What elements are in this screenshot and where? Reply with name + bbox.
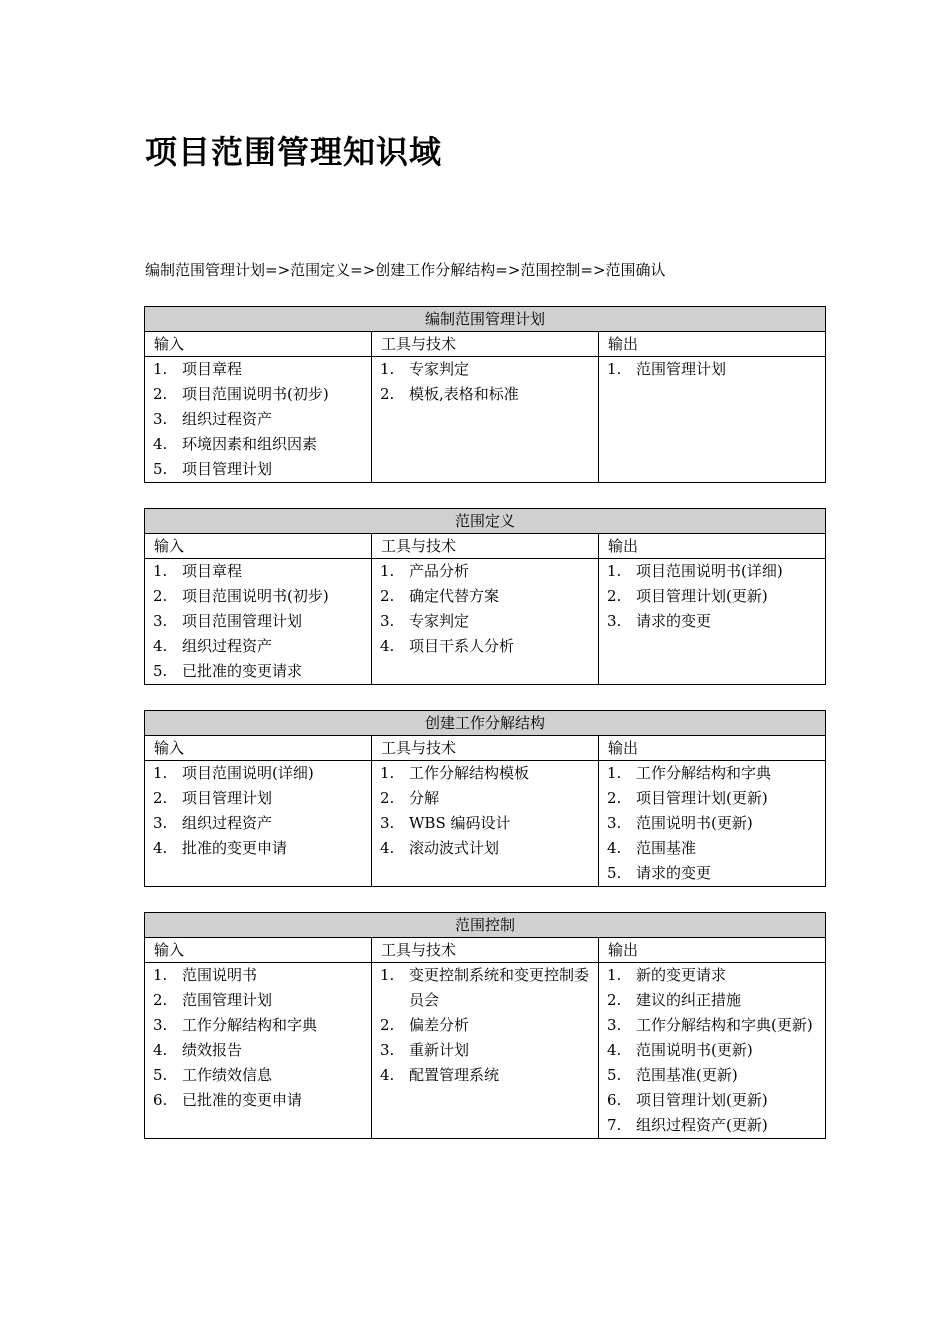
list-item xyxy=(607,609,821,634)
list-item-number: 1. xyxy=(607,764,622,782)
tools-list xyxy=(380,761,594,861)
list-item-text: 范围管理计划 xyxy=(182,991,273,1009)
outputs-list xyxy=(607,761,821,886)
list-item-text: 产品分析 xyxy=(409,562,470,580)
list-item-text: 项目范围管理计划 xyxy=(182,612,303,630)
list-item xyxy=(607,988,821,1013)
list-item xyxy=(607,1063,821,1088)
column-header-outputs: 输出 xyxy=(599,736,826,761)
list-item-text: 范围基准 xyxy=(636,839,697,857)
list-item xyxy=(380,559,594,584)
list-item-number: 3. xyxy=(153,1016,168,1034)
list-item xyxy=(153,811,367,836)
list-item-number: 5. xyxy=(153,1066,168,1084)
page-title: 项目范围管理知识域 xyxy=(145,133,443,171)
list-item-number: 1. xyxy=(607,360,622,378)
list-item-number: 2. xyxy=(380,1016,395,1034)
list-item-number: 5. xyxy=(153,460,168,478)
list-item xyxy=(153,584,367,609)
column-header-tools: 工具与技术 xyxy=(372,736,599,761)
list-item xyxy=(607,861,821,886)
list-item xyxy=(607,836,821,861)
list-item-number: 6. xyxy=(607,1091,622,1109)
list-item xyxy=(153,1063,367,1088)
list-item xyxy=(607,1113,821,1138)
list-item xyxy=(153,559,367,584)
list-item-text: 项目管理计划(更新) xyxy=(636,1091,768,1109)
list-item-text: 工作绩效信息 xyxy=(182,1066,273,1084)
list-item-text: 建议的纠正措施 xyxy=(636,991,742,1009)
list-item-text: 环境因素和组织因素 xyxy=(182,435,318,453)
list-item-text: 新的变更请求 xyxy=(636,966,727,984)
list-item-number: 2. xyxy=(607,789,622,807)
list-item-number: 6. xyxy=(153,1091,168,1109)
list-item-text: 滚动波式计划 xyxy=(409,839,500,857)
list-item xyxy=(153,786,367,811)
list-item xyxy=(607,1088,821,1113)
list-item-text: 重新计划 xyxy=(409,1041,470,1059)
list-item xyxy=(607,1038,821,1063)
list-item-number: 5. xyxy=(153,662,168,680)
column-header-tools: 工具与技术 xyxy=(372,938,599,963)
process-title: 范围定义 xyxy=(145,509,826,534)
process-table xyxy=(144,306,826,483)
list-item-text: 工作分解结构模板 xyxy=(409,764,530,782)
list-item-number: 4. xyxy=(380,1066,395,1084)
list-item xyxy=(153,963,367,988)
list-item-number: 3. xyxy=(153,410,168,428)
list-item-number: 1. xyxy=(607,562,622,580)
process-title: 编制范围管理计划 xyxy=(145,307,826,332)
list-item-text: 绩效报告 xyxy=(182,1041,243,1059)
list-item-number: 4. xyxy=(380,839,395,857)
list-item xyxy=(153,407,367,432)
process-table xyxy=(144,710,826,887)
list-item-text: 批准的变更申请 xyxy=(182,839,288,857)
list-item xyxy=(153,761,367,786)
list-item-text: 确定代替方案 xyxy=(409,587,500,605)
list-item-number: 2. xyxy=(380,587,395,605)
list-item xyxy=(153,432,367,457)
list-item-number: 7. xyxy=(607,1116,622,1134)
outputs-cell xyxy=(599,761,826,887)
inputs-cell xyxy=(145,357,372,483)
list-item-text: 模板,表格和标准 xyxy=(409,385,519,403)
inputs-cell xyxy=(145,963,372,1139)
list-item-number: 4. xyxy=(153,1041,168,1059)
list-item xyxy=(153,457,367,482)
inputs-cell xyxy=(145,761,372,887)
list-item-number: 2. xyxy=(607,587,622,605)
column-header-tools: 工具与技术 xyxy=(372,332,599,357)
list-item-text: 专家判定 xyxy=(409,360,470,378)
inputs-list xyxy=(153,761,367,861)
list-item-text: 已批准的变更请求 xyxy=(182,662,303,680)
list-item xyxy=(153,1038,367,1063)
tools-list xyxy=(380,357,594,407)
list-item xyxy=(153,988,367,1013)
list-item-text: 项目范围说明书(详细) xyxy=(636,562,783,580)
list-item xyxy=(153,357,367,382)
inputs-cell xyxy=(145,559,372,685)
column-header-tools: 工具与技术 xyxy=(372,534,599,559)
list-item-number: 4. xyxy=(153,435,168,453)
list-item-number: 1. xyxy=(380,360,395,378)
list-item xyxy=(607,811,821,836)
tools-cell xyxy=(372,963,599,1139)
tools-list xyxy=(380,559,594,659)
process-title: 创建工作分解结构 xyxy=(145,711,826,736)
list-item-number: 2. xyxy=(153,385,168,403)
list-item-text: 项目范围说明书(初步) xyxy=(182,587,329,605)
column-header-inputs: 输入 xyxy=(145,736,372,761)
list-item-number: 4. xyxy=(153,637,168,655)
list-item-text: 项目管理计划 xyxy=(182,460,273,478)
list-item-number: 3. xyxy=(380,814,395,832)
list-item-number: 1. xyxy=(153,562,168,580)
list-item xyxy=(153,609,367,634)
list-item-text: 请求的变更 xyxy=(636,612,712,630)
list-item-number: 2. xyxy=(380,789,395,807)
process-table xyxy=(144,912,826,1139)
list-item-number: 1. xyxy=(607,966,622,984)
list-item-text: 配置管理系统 xyxy=(409,1066,500,1084)
list-item-text: 偏差分析 xyxy=(409,1016,470,1034)
list-item-text: 项目管理计划(更新) xyxy=(636,789,768,807)
list-item-number: 3. xyxy=(607,1016,622,1034)
list-item-number: 2. xyxy=(153,587,168,605)
list-item-number: 5. xyxy=(607,1066,622,1084)
list-item xyxy=(607,357,821,382)
list-item-text: 项目范围说明(详细) xyxy=(182,764,314,782)
list-item-text: 工作分解结构和字典(更新) xyxy=(636,1016,813,1034)
column-header-outputs: 输出 xyxy=(599,332,826,357)
list-item xyxy=(380,761,594,786)
list-item xyxy=(153,634,367,659)
list-item-text: 范围说明书(更新) xyxy=(636,814,753,832)
list-item-number: 4. xyxy=(607,1041,622,1059)
list-item-text: 范围管理计划 xyxy=(636,360,727,378)
list-item-text: 项目管理计划(更新) xyxy=(636,587,768,605)
process-title: 范围控制 xyxy=(145,913,826,938)
outputs-cell xyxy=(599,559,826,685)
list-item xyxy=(380,382,594,407)
list-item xyxy=(380,357,594,382)
list-item-text: 项目章程 xyxy=(182,562,243,580)
list-item-text: 专家判定 xyxy=(409,612,470,630)
list-item xyxy=(380,963,594,1013)
list-item-text: 范围说明书 xyxy=(182,966,258,984)
process-table xyxy=(144,508,826,685)
list-item xyxy=(380,609,594,634)
list-item-number: 2. xyxy=(607,991,622,1009)
outputs-cell xyxy=(599,963,826,1139)
list-item-text: 工作分解结构和字典 xyxy=(182,1016,318,1034)
list-item xyxy=(153,659,367,684)
inputs-list xyxy=(153,357,367,482)
list-item-number: 1. xyxy=(153,966,168,984)
list-item-number: 3. xyxy=(380,1041,395,1059)
list-item-text: 组织过程资产 xyxy=(182,410,273,428)
process-flow: 编制范围管理计划=>范围定义=>创建工作分解结构=>范围控制=>范围确认 xyxy=(145,261,666,279)
process-tables xyxy=(144,306,825,1164)
inputs-list xyxy=(153,963,367,1113)
list-item-text: 范围说明书(更新) xyxy=(636,1041,753,1059)
list-item-number: 2. xyxy=(153,789,168,807)
list-item xyxy=(380,634,594,659)
list-item-text: 项目范围说明书(初步) xyxy=(182,385,329,403)
tools-cell xyxy=(372,559,599,685)
list-item xyxy=(607,761,821,786)
tools-cell xyxy=(372,357,599,483)
list-item xyxy=(380,786,594,811)
list-item-number: 1. xyxy=(153,360,168,378)
outputs-cell xyxy=(599,357,826,483)
column-header-inputs: 输入 xyxy=(145,332,372,357)
column-header-outputs: 输出 xyxy=(599,938,826,963)
list-item-text: 分解 xyxy=(409,789,440,807)
outputs-list xyxy=(607,559,821,634)
column-header-inputs: 输入 xyxy=(145,534,372,559)
list-item-number: 2. xyxy=(380,385,395,403)
list-item xyxy=(607,584,821,609)
list-item-number: 3. xyxy=(153,814,168,832)
list-item xyxy=(380,811,594,836)
list-item-number: 4. xyxy=(607,839,622,857)
list-item xyxy=(607,559,821,584)
list-item xyxy=(380,1038,594,1063)
list-item-text: 工作分解结构和字典 xyxy=(636,764,772,782)
list-item-number: 3. xyxy=(607,814,622,832)
list-item-number: 1. xyxy=(380,764,395,782)
tools-cell xyxy=(372,761,599,887)
list-item xyxy=(153,1013,367,1038)
list-item-text: 已批准的变更申请 xyxy=(182,1091,303,1109)
list-item-text: 变更控制系统和变更控制委员会 xyxy=(409,966,590,1009)
inputs-list xyxy=(153,559,367,684)
list-item-text: 组织过程资产 xyxy=(182,637,273,655)
list-item xyxy=(607,786,821,811)
list-item xyxy=(380,584,594,609)
list-item-number: 2. xyxy=(153,991,168,1009)
list-item xyxy=(380,836,594,861)
list-item-text: 组织过程资产(更新) xyxy=(636,1116,768,1134)
list-item-number: 1. xyxy=(380,562,395,580)
list-item-text: 范围基准(更新) xyxy=(636,1066,738,1084)
list-item-number: 1. xyxy=(153,764,168,782)
list-item xyxy=(380,1063,594,1088)
list-item-number: 4. xyxy=(153,839,168,857)
list-item xyxy=(153,1088,367,1113)
list-item xyxy=(153,382,367,407)
list-item-number: 3. xyxy=(153,612,168,630)
list-item-text: 项目干系人分析 xyxy=(409,637,515,655)
column-header-outputs: 输出 xyxy=(599,534,826,559)
tools-list xyxy=(380,963,594,1088)
list-item xyxy=(380,1013,594,1038)
list-item-text: 项目章程 xyxy=(182,360,243,378)
list-item-text: 组织过程资产 xyxy=(182,814,273,832)
list-item-text: 项目管理计划 xyxy=(182,789,273,807)
list-item xyxy=(607,1013,821,1038)
list-item-text: 请求的变更 xyxy=(636,864,712,882)
list-item-number: 4. xyxy=(380,637,395,655)
list-item-number: 1. xyxy=(380,966,395,984)
column-header-inputs: 输入 xyxy=(145,938,372,963)
outputs-list xyxy=(607,963,821,1138)
outputs-list xyxy=(607,357,821,382)
list-item xyxy=(607,963,821,988)
list-item xyxy=(153,836,367,861)
list-item-number: 5. xyxy=(607,864,622,882)
list-item-text: WBS 编码设计 xyxy=(409,814,511,832)
list-item-number: 3. xyxy=(607,612,622,630)
list-item-number: 3. xyxy=(380,612,395,630)
